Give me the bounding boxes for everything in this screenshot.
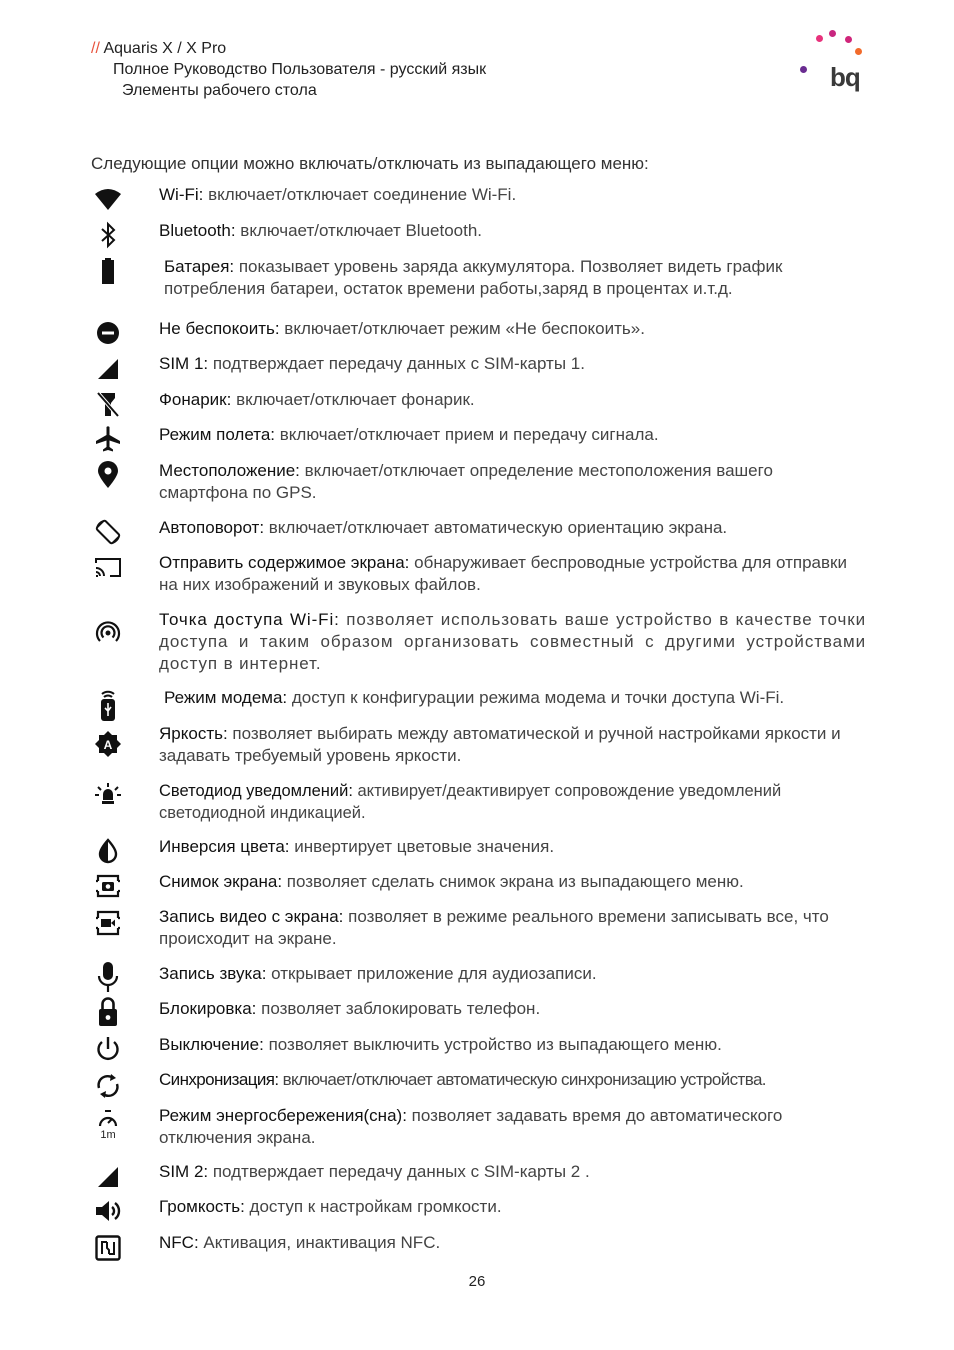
logo-text: bq [830,62,860,92]
notification-led-icon [90,780,126,810]
wifi-icon [90,184,126,214]
lock-icon [90,995,126,1029]
sync-icon [90,1071,126,1101]
header-line-3: Элементы рабочего стола [122,82,317,99]
page-number: 26 [468,1273,486,1290]
location-pin-icon [90,460,126,490]
signal-icon [90,353,126,383]
screenshot-icon [90,871,126,901]
header-line-2: Полное Руководство Пользователя - русский язык [113,61,487,78]
flashlight-off-icon [90,389,126,419]
invert-colors-icon [90,836,126,866]
auto-brightness-icon [90,729,126,759]
bluetooth-icon [90,220,126,250]
airplane-icon [90,424,126,454]
sleep-timer-icon [90,1107,126,1143]
auto-rotate-icon [90,517,126,547]
usb-tethering-icon [90,687,126,723]
svg-text:A: A [103,738,113,752]
header-slashes: // [91,40,100,57]
sleep-timer-label: 1m [100,1129,116,1141]
document-header [91,38,486,101]
screen-record-icon [90,908,126,938]
hotspot-icon [90,617,126,647]
cast-icon [90,552,126,582]
power-icon [90,1034,126,1064]
volume-icon [90,1196,126,1226]
header-line-1: // Aquaris X / X Pro [91,40,227,57]
nfc-icon [90,1233,126,1263]
intro-text: Следующие опции можно включать/отключать из выпадающего меню: [91,154,649,173]
signal-icon [90,1161,126,1191]
do-not-disturb-icon [90,318,126,348]
bq-logo [796,28,866,96]
microphone-icon [90,961,126,995]
battery-icon [90,256,126,286]
